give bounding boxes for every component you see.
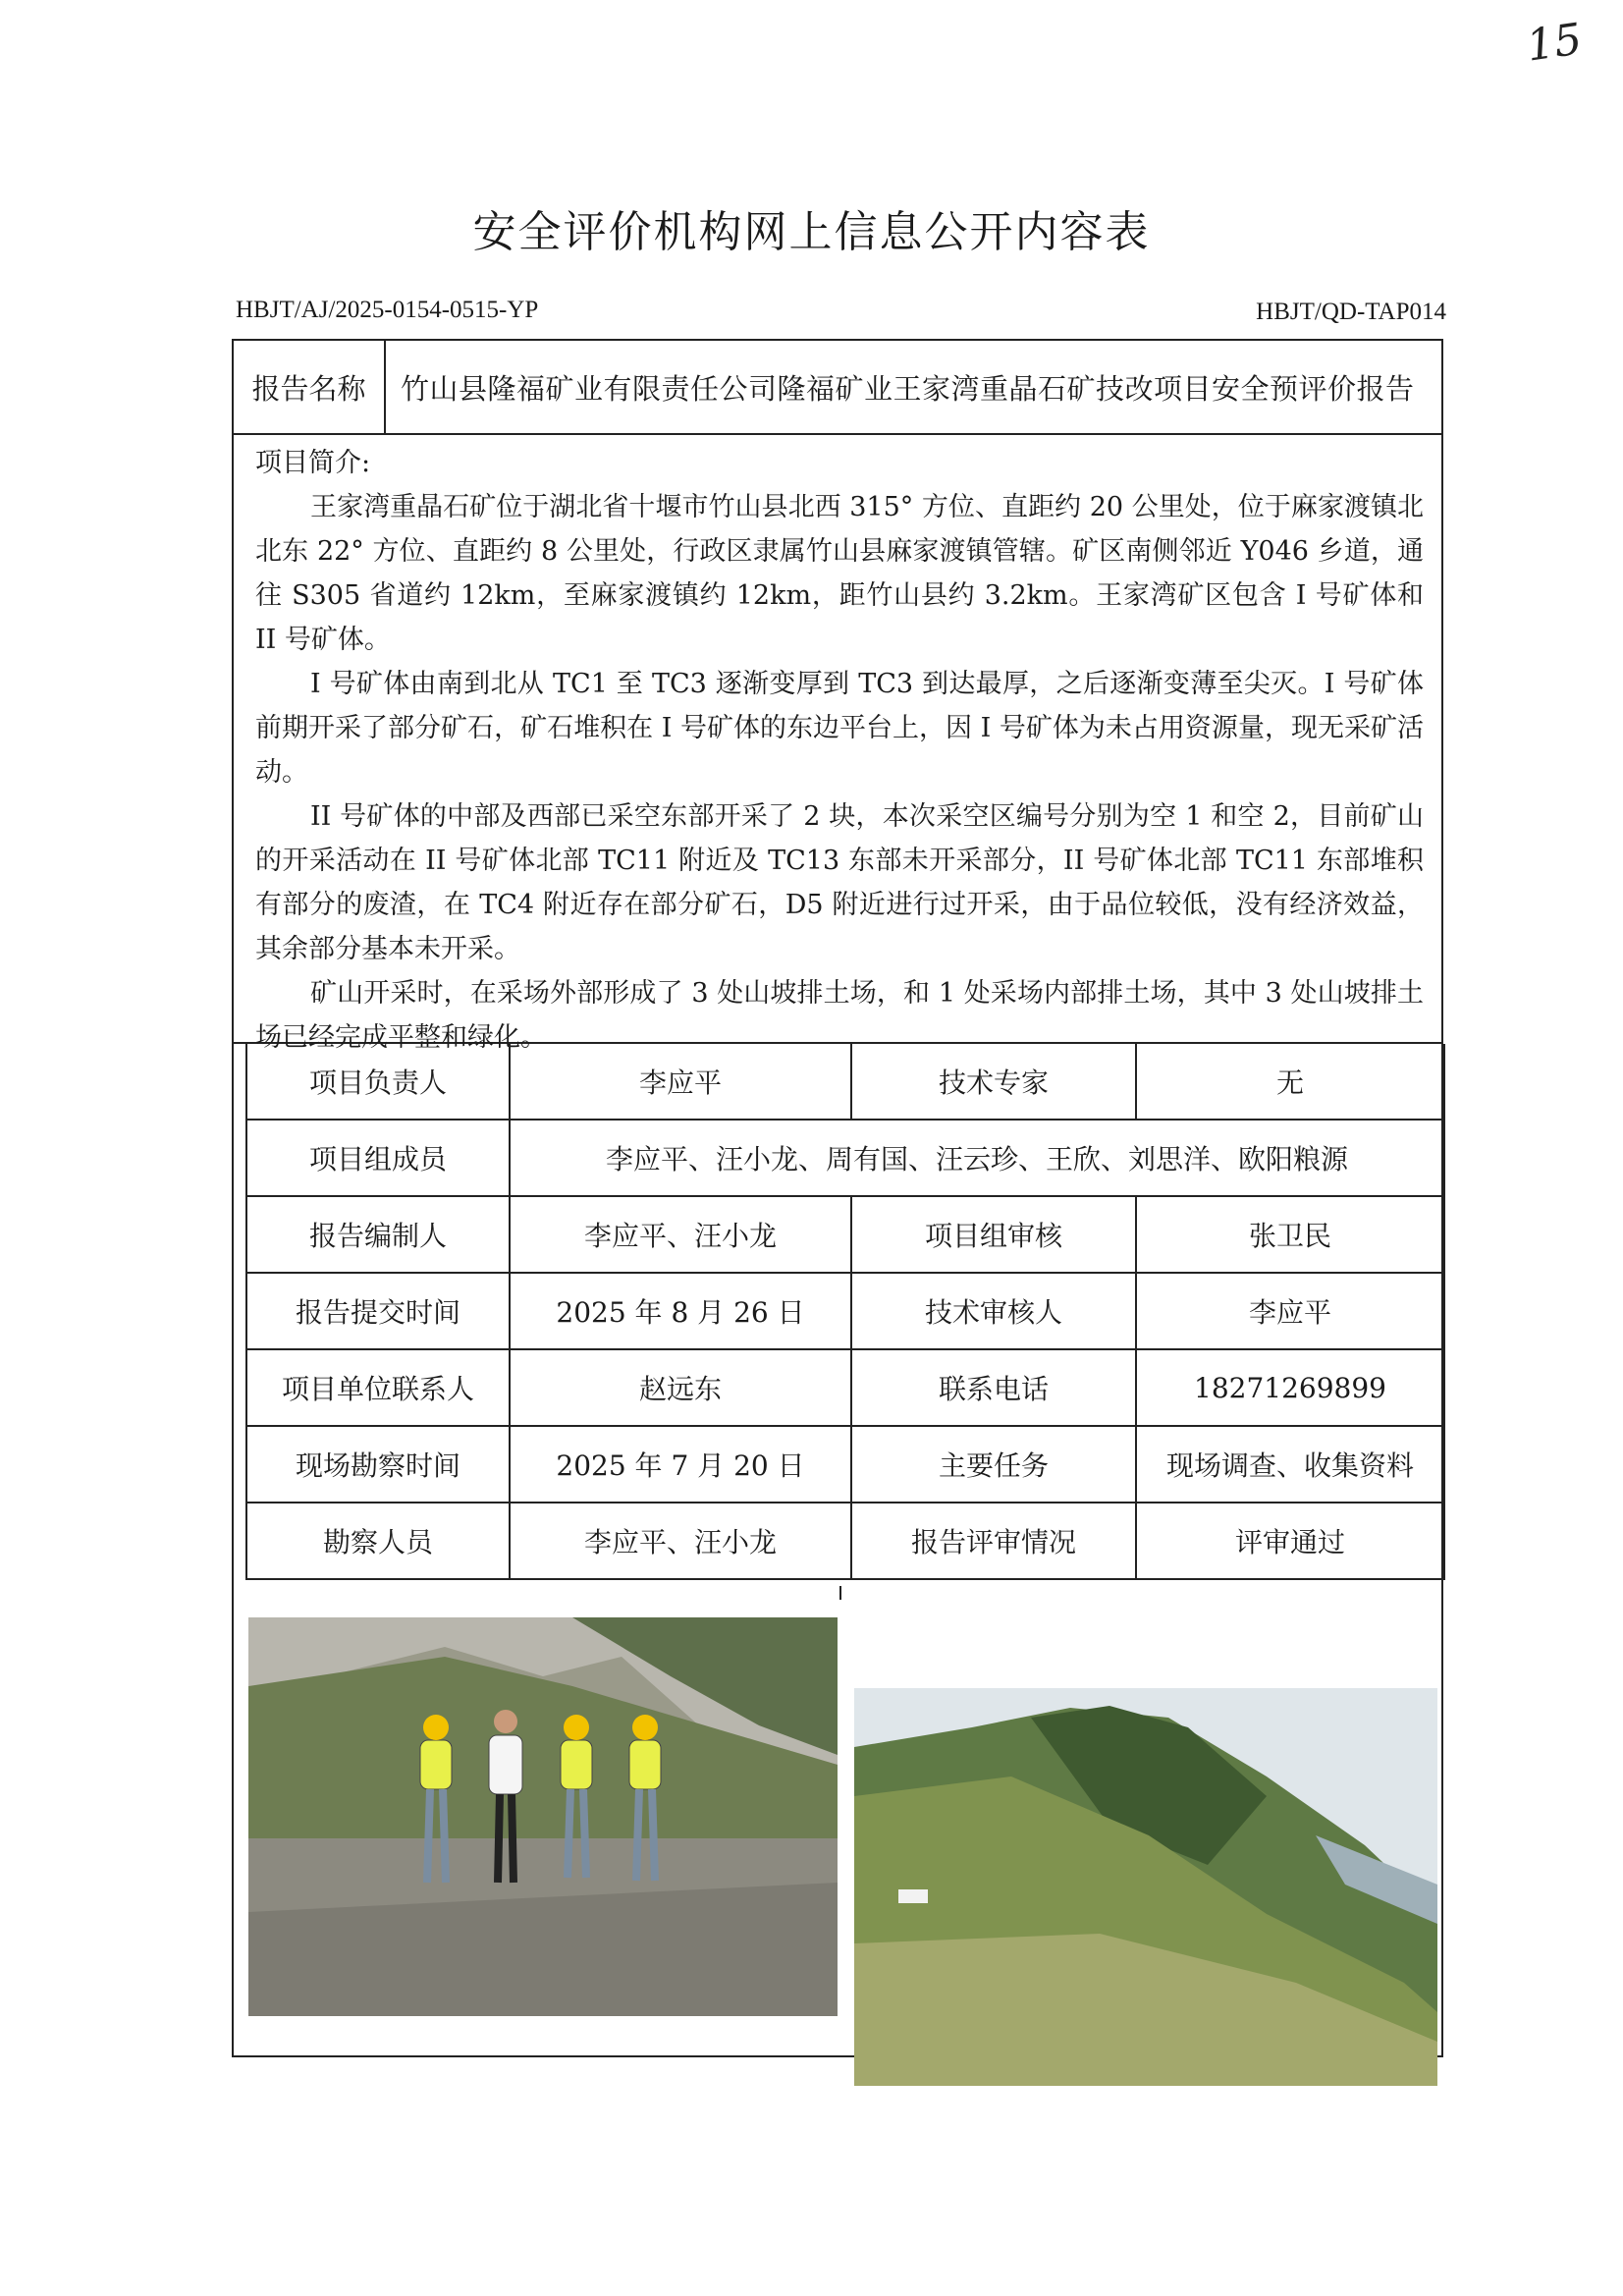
phone-value: 18271269899 — [1136, 1349, 1444, 1426]
table-row — [246, 1120, 1444, 1196]
photo-divider — [839, 1586, 841, 1600]
project-info-table — [245, 1044, 1445, 1580]
submit-time-label: 报告提交时间 — [246, 1273, 510, 1349]
members-value: 李应平、汪小龙、周有国、汪云珍、王欣、刘思洋、欧阳粮源 — [510, 1120, 1444, 1196]
tech-reviewer-value: 李应平 — [1136, 1273, 1444, 1349]
page-number: 15 — [1523, 14, 1586, 72]
leader-value: 李应平 — [510, 1044, 851, 1120]
tech-reviewer-label: 技术审核人 — [851, 1273, 1136, 1349]
info-form — [232, 339, 1443, 2057]
form-code: HBJT/QD-TAP014 — [1256, 299, 1446, 325]
site-photo-hillside — [854, 1688, 1437, 2086]
intro-paragraph: I 号矿体由南到北从 TC1 至 TC3 逐渐变厚到 TC3 到达最厚，之后逐渐变薄至尖灭。I 号矿体前期开采了部分矿石，矿石堆积在 I 号矿体的东边平台上，因 I 号矿体为未占用资源量，现无采矿活动。 — [255, 669, 1424, 788]
survey-time-label: 现场勘察时间 — [246, 1426, 510, 1503]
site-photo-team — [248, 1617, 838, 2016]
leader-label: 项目负责人 — [246, 1044, 510, 1120]
group-review-label: 项目组审核 — [851, 1196, 1136, 1273]
members-label: 项目组成员 — [246, 1120, 510, 1196]
intro-paragraph: II 号矿体的中部及西部已采空东部开采了 2 块，本次采空区编号分别为空 1 和空 2，目前矿山的开采活动在 II 号矿体北部 TC11 附近及 TC13 东部未开采部分，II 号矿体北部 TC11 东部堆积有部分的废渣，在 TC4 附近存在部分矿石，D5 附近进行过开采，由于品位较低，没有经济效益，其余部分基本未开采。 — [255, 801, 1424, 964]
table-row — [246, 1273, 1444, 1349]
table-row — [246, 1196, 1444, 1273]
document-code: HBJT/AJ/2025-0154-0515-YP — [236, 297, 539, 323]
phone-label: 联系电话 — [851, 1349, 1136, 1426]
submit-time-value: 2025 年 8 月 26 日 — [510, 1273, 851, 1349]
table-row — [246, 1349, 1444, 1426]
intro-paragraph: 王家湾重晶石矿位于湖北省十堰市竹山县北西 315° 方位、直距约 20 公里处，位于麻家渡镇北北东 22° 方位、直距约 8 公里处，行政区隶属竹山县麻家渡镇管辖。矿区南侧邻近 Y046 乡道，通往 S305 省道约 12km，至麻家渡镇约 12km，距竹山县约 3.2km。王家湾矿区包含 I 号矿体和 II 号矿体。 — [255, 492, 1424, 655]
review-status-value: 评审通过 — [1136, 1503, 1444, 1579]
contact-label: 项目单位联系人 — [246, 1349, 510, 1426]
compiler-value: 李应平、汪小龙 — [510, 1196, 851, 1273]
page-title: 安全评价机构网上信息公开内容表 — [472, 207, 1151, 257]
survey-time-value: 2025 年 7 月 20 日 — [510, 1426, 851, 1503]
table-row — [246, 1044, 1444, 1120]
report-name-value: 竹山县隆福矿业有限责任公司隆福矿业王家湾重晶石矿技改项目安全预评价报告 — [401, 371, 1415, 406]
site-photos — [234, 1586, 1441, 2057]
expert-value: 无 — [1136, 1044, 1444, 1120]
task-value: 现场调查、收集资料 — [1136, 1426, 1444, 1503]
intro-paragraph: 矿山开采时，在采场外部形成了 3 处山坡排土场，和 1 处采场内部排土场，其中 3 处山坡排土场已经完成平整和绿化。 — [255, 978, 1424, 1053]
surveyors-value: 李应平、汪小龙 — [510, 1503, 851, 1579]
report-name-row — [234, 341, 1441, 435]
table-row — [246, 1503, 1444, 1579]
surveyors-label: 勘察人员 — [246, 1503, 510, 1579]
expert-label: 技术专家 — [851, 1044, 1136, 1120]
compiler-label: 报告编制人 — [246, 1196, 510, 1273]
group-review-value: 张卫民 — [1136, 1196, 1444, 1273]
report-name-label: 报告名称 — [234, 341, 386, 433]
project-intro — [234, 435, 1441, 1053]
task-label: 主要任务 — [851, 1426, 1136, 1503]
review-status-label: 报告评审情况 — [851, 1503, 1136, 1579]
contact-value: 赵远东 — [510, 1349, 851, 1426]
table-row — [246, 1426, 1444, 1503]
intro-label: 项目简介: — [255, 448, 371, 478]
